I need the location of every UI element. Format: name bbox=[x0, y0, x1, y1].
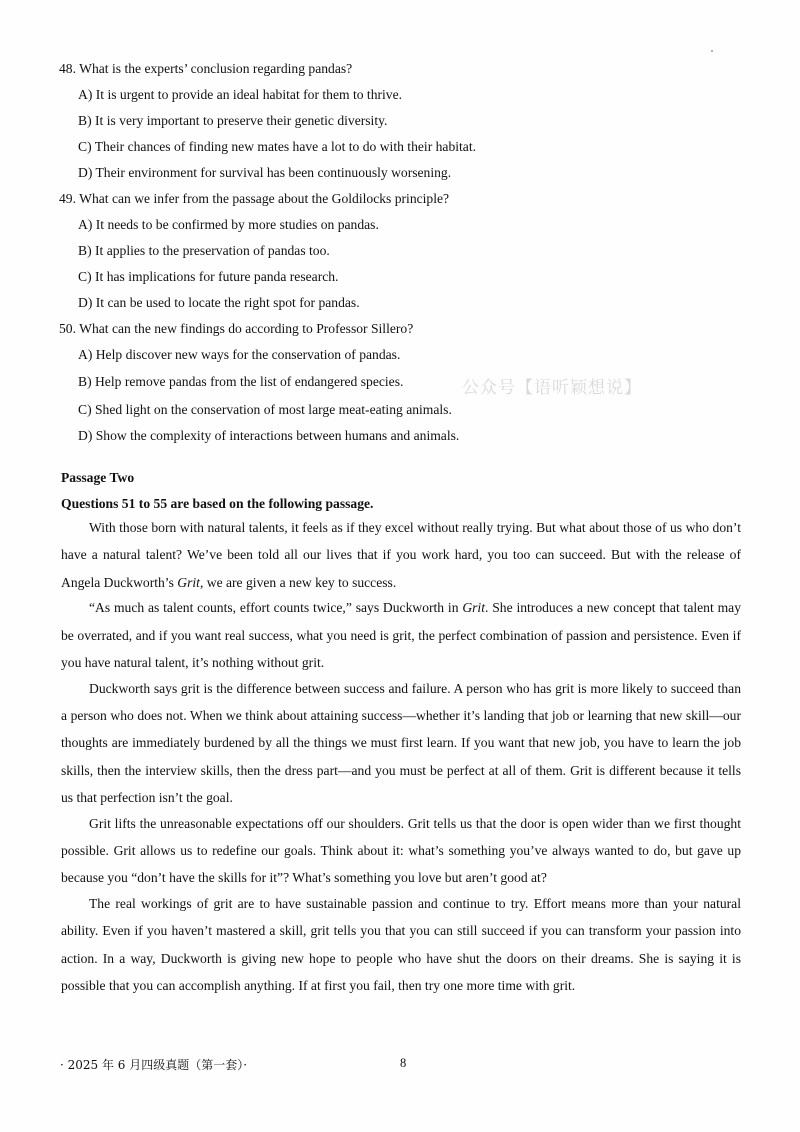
question-50-option-d: D) Show the complexity of interactions between humans and animals. bbox=[78, 428, 460, 443]
question-48-option-b: B) It is very important to preserve their genetic diversity. bbox=[78, 113, 388, 128]
passage-paragraph-3: Duckworth says grit is the difference between success and failure. A person who has grit is more likely to succeed than a person who does not. When we think about attaining success—whether it’s landing that job or learning that new skill—our thoughts are immediately burdened by all the things we must first learn. If you want that new job, you have to learn the job skills, then the interview skills, then the dress part—and you must be perfect at all of them. Grit is different because it tells us that perfection isn’t the goal. bbox=[61, 680, 741, 805]
passage-title: Passage Two bbox=[61, 470, 135, 485]
question-49-stem: 49. What can we infer from the passage about the Goldilocks principle? bbox=[59, 191, 450, 206]
passage-paragraph-5: The real workings of grit are to have sustainable passion and continue to try. Effort means more than your natural ability. Even if you haven’t mastered a skill, grit tells you that you can still succeed if you can transform your passion into action. In a way, Duckworth is giving new hope to people who have shut the doors on their dreams. She is saying it is possible that you can accomplish anything. If at first you fail, then try one more time with grit. bbox=[61, 896, 741, 994]
watermark: 公众号【语听颖想说】 bbox=[462, 378, 642, 398]
scan-speck bbox=[711, 50, 713, 52]
question-48-option-a: A) It is urgent to provide an ideal habitat for them to thrive. bbox=[78, 87, 403, 102]
question-50-option-b: B) Help remove pandas from the list of endangered species. bbox=[78, 374, 404, 389]
question-49-option-a: A) It needs to be confirmed by more studies on pandas. bbox=[78, 217, 379, 232]
question-50-option-c: C) Shed light on the conservation of most large meat-eating animals. bbox=[78, 402, 452, 417]
page-number: 8 bbox=[400, 1056, 407, 1070]
footer-source: · 2025 年 6 月四级真题（第一套）· bbox=[60, 1058, 248, 1072]
question-48-option-c: C) Their chances of finding new mates have a lot to do with their habitat. bbox=[78, 139, 477, 154]
passage-body bbox=[61, 514, 741, 998]
question-50-option-a: A) Help discover new ways for the conservation of pandas. bbox=[78, 347, 401, 362]
question-49-option-b: B) It applies to the preservation of pandas too. bbox=[78, 243, 330, 258]
passage-paragraph-4: Grit lifts the unreasonable expectations off our shoulders. Grit tells us that the door is open wider than we first thought possible. Grit allows us to redefine our goals. Think about it: what’s something you’ve always wanted to do, but gave up because you “don’t have the skills for it”? What’s something you love but aren’t good at? bbox=[61, 815, 741, 886]
question-49-option-c: C) It has implications for future panda research. bbox=[78, 269, 339, 284]
question-49-option-d: D) It can be used to locate the right spot for pandas. bbox=[78, 295, 360, 310]
question-48-option-d: D) Their environment for survival has been continuously worsening. bbox=[78, 165, 452, 180]
passage-paragraph-1: With those born with natural talents, it feels as if they excel without really trying. But what about those of us who don’t have a natural talent? We’ve been told all our lives that if you work hard, you too can succeed. But with the release of Angela Duckworth’s Grit, we are given a new key to success. bbox=[61, 520, 741, 590]
passage-instruction: Questions 51 to 55 are based on the following passage. bbox=[61, 496, 374, 511]
question-48-stem: 48. What is the experts’ conclusion regarding pandas? bbox=[59, 61, 353, 76]
passage-paragraph-2: “As much as talent counts, effort counts twice,” says Duckworth in Grit. She introduces a new concept that talent may be overrated, and if you want real success, what you need is grit, the perfect combination of passion and persistence. Even if you have natural talent, it’s nothing without grit. bbox=[61, 600, 741, 670]
question-50-stem: 50. What can the new findings do according to Professor Sillero? bbox=[59, 321, 414, 336]
